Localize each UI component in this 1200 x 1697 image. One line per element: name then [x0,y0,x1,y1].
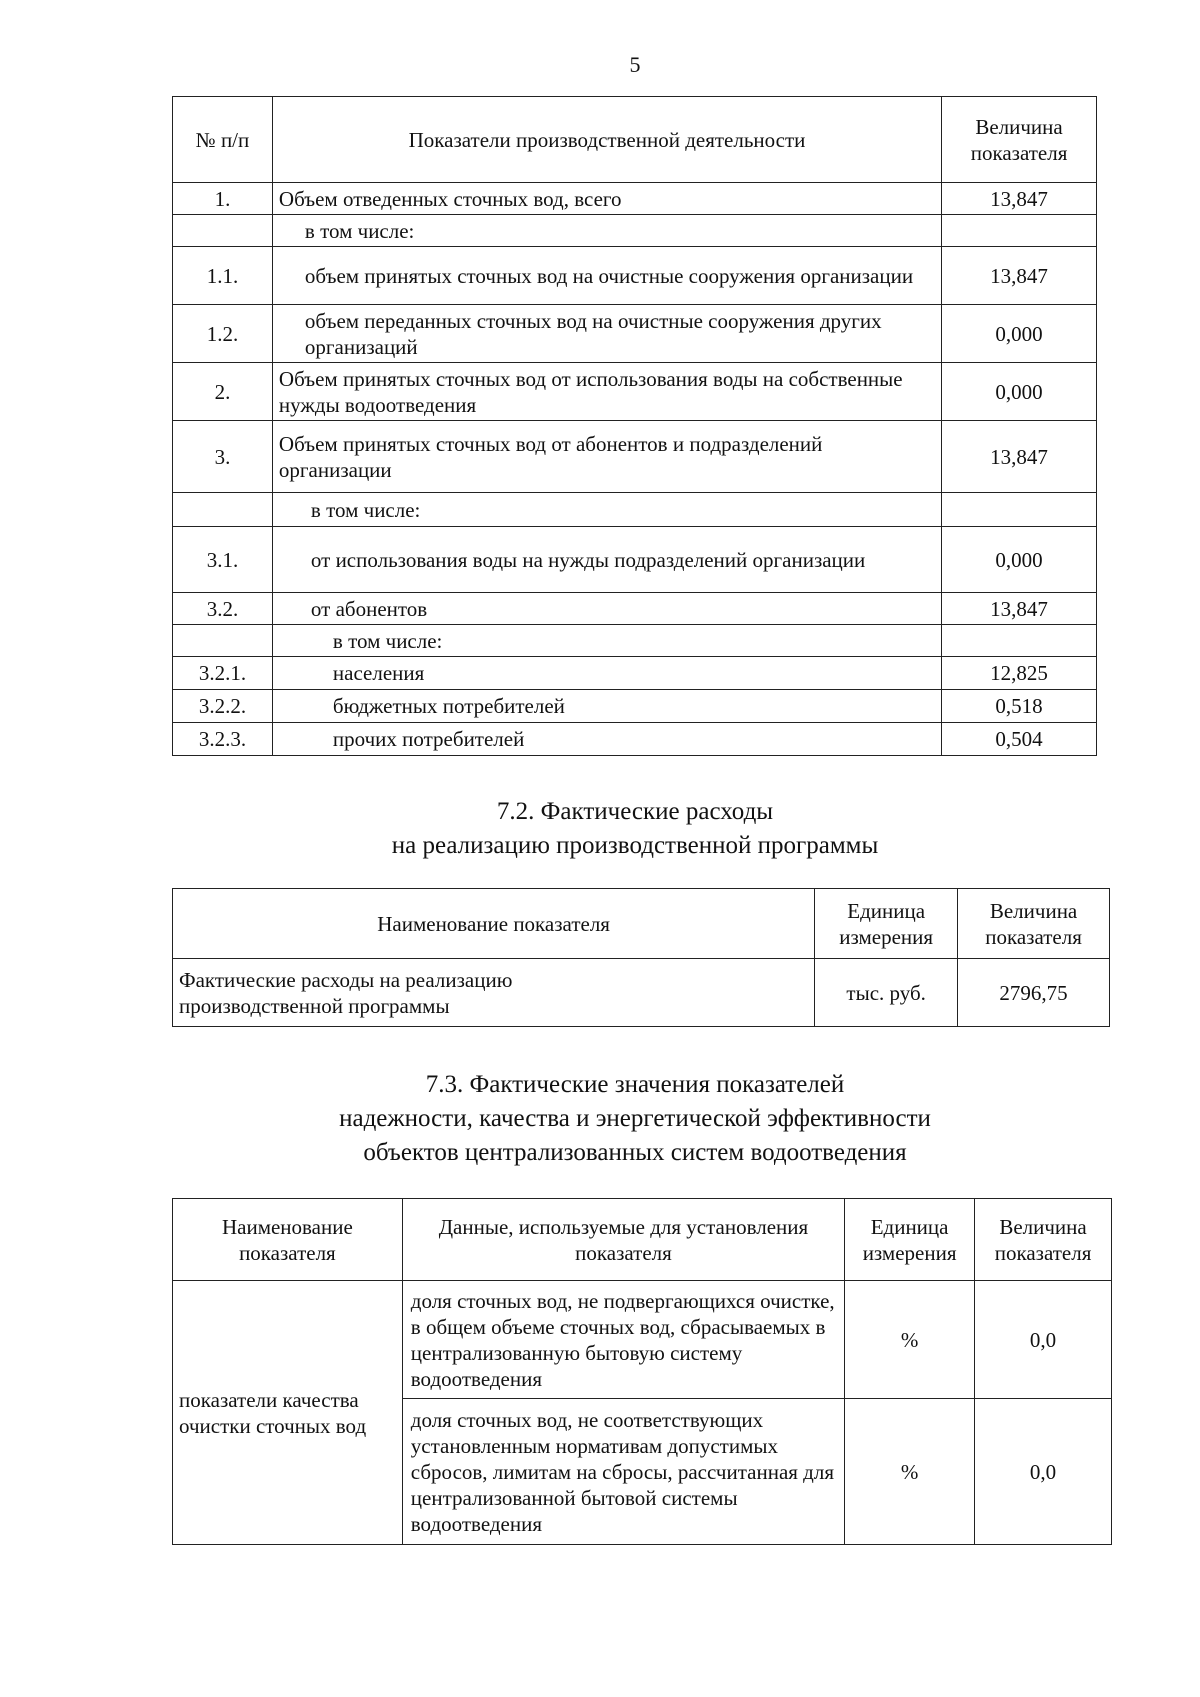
section-title-line: объектов централизованных систем водоотведения [363,1139,907,1166]
row-label: Объем отведенных сточных вод, всего [272,183,941,215]
row-number: 3.2. [173,593,273,625]
row-value: 0,000 [942,305,1097,363]
row-number: 3.2.2. [173,690,273,723]
section-title-line: 7.3. Фактические значения показателей [425,1071,845,1098]
row-number: 3. [173,421,273,493]
row-label: в том числе: [272,215,941,247]
row-label: объем переданных сточных вод на очистные сооружения других организаций [272,305,941,363]
header-unit: Единица измерения [815,889,958,959]
row-label: Объем принятых сточных вод от использования воды на собственные нужды водоотведения [272,363,941,421]
header-unit: Единица измерения [845,1199,975,1281]
row-label: в том числе: [272,625,941,657]
row-value: 0,518 [942,690,1097,723]
table-row [173,247,1097,305]
row-label: объем принятых сточных вод на очистные сооружения организации [272,247,941,305]
section-title-line: 7.2. Фактические расходы [496,798,774,825]
table-row [173,959,1110,1027]
table-row [173,183,1097,215]
row-number: 1.1. [173,247,273,305]
table-header-row [173,97,1097,183]
header-value: Величина показателя [958,889,1110,959]
indicator-value: 0,0 [975,1399,1112,1545]
row-value: 0,504 [942,723,1097,756]
table-row [173,421,1097,493]
table-row [173,723,1097,756]
header-name: Наименование показателя [173,889,815,959]
program-expenses-table [172,888,1110,1027]
production-indicators-table [172,96,1097,756]
table-row [173,690,1097,723]
header-name: Наименование показателя [173,1199,403,1281]
row-value: 13,847 [942,421,1097,493]
table-row [173,215,1097,247]
indicator-unit: % [845,1281,975,1399]
row-label: в том числе: [272,493,941,527]
row-number: 2. [173,363,273,421]
header-indicator: Показатели производственной деятельности [272,97,941,183]
row-value: 13,847 [942,247,1097,305]
header-value: Величина показателя [942,97,1097,183]
row-number [173,625,273,657]
row-number: 1.2. [173,305,273,363]
row-value: 0,000 [942,527,1097,593]
row-value [942,215,1097,247]
page-number: 5 [629,52,641,77]
table-row [173,625,1097,657]
row-number: 3.2.1. [173,657,273,690]
indicator-data: доля сточных вод, не подвергающихся очистке, в общем объеме сточных вод, сбрасываемых в централизованную бытовую систему водоотведения [402,1281,844,1399]
section-title-line: надежности, качества и энергетической эффективности [339,1105,931,1132]
table-row [173,657,1097,690]
expense-value: 2796,75 [958,959,1110,1027]
row-value [942,625,1097,657]
indicator-unit: % [845,1399,975,1545]
row-value [942,493,1097,527]
row-label: прочих потребителей [272,723,941,756]
row-label: населения [272,657,941,690]
header-number: № п/п [173,97,273,183]
row-label: бюджетных потребителей [272,690,941,723]
row-value: 12,825 [942,657,1097,690]
table-row [173,493,1097,527]
header-data: Данные, используемые для установления показателя [402,1199,844,1281]
expense-name: Фактические расходы на реализацию производственной программы [173,959,815,1027]
reliability-indicators-table [172,1198,1112,1545]
section-title-line: на реализацию производственной программы [391,832,879,859]
table-row [173,1281,1112,1399]
expense-unit: тыс. руб. [815,959,958,1027]
row-label: Объем принятых сточных вод от абонентов и подразделений организации [272,421,941,493]
section-7-2-title [0,795,1200,863]
row-label: от абонентов [272,593,941,625]
row-number: 3.1. [173,527,273,593]
indicator-group-name: показатели качества очистки сточных вод [173,1281,403,1545]
row-number [173,215,273,247]
indicator-value: 0,0 [975,1281,1112,1399]
section-7-3-title [0,1068,1200,1170]
table-row [173,593,1097,625]
row-value: 13,847 [942,593,1097,625]
row-number: 1. [173,183,273,215]
table-row [173,305,1097,363]
row-number: 3.2.3. [173,723,273,756]
row-value: 13,847 [942,183,1097,215]
table-row [173,527,1097,593]
header-value: Величина показателя [975,1199,1112,1281]
table-header-row [173,889,1110,959]
row-label: от использования воды на нужды подразделений организации [272,527,941,593]
table-header-row [173,1199,1112,1281]
table-row [173,363,1097,421]
row-number [173,493,273,527]
indicator-data: доля сточных вод, не соответствующих установленным нормативам допустимых сбросов, лимитам на сбросы, рассчитанная для централизованной бытовой системы водоотведения [402,1399,844,1545]
row-value: 0,000 [942,363,1097,421]
